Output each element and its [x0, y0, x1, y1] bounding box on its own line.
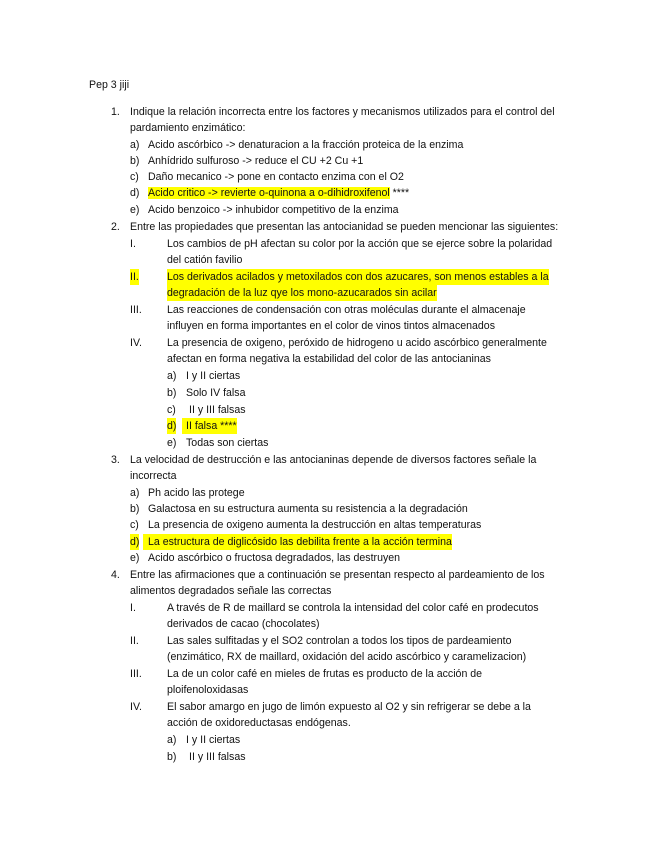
q4-statement-4-cont: acción de oxidoreductasas endógenas. [167, 717, 351, 729]
q4-statement-2-label: II. [130, 635, 139, 647]
question-3-text: La velocidad de destrucción e las antocianinas depende de diversos factores señale la [130, 454, 537, 466]
q2-statement-1-cont: del catión favilio [167, 254, 243, 266]
q2-option-b-label: b) [167, 387, 177, 399]
q1-option-d [148, 185, 409, 201]
q4-option-a-label: a) [167, 734, 177, 746]
q3-option-d: La estructura de diglicósido las debilita frente a la acción termina [143, 534, 452, 550]
q2-statement-4-label: IV. [130, 337, 142, 349]
q2-statement-3: Las reacciones de condensación con otras moléculas durante el almacenaje [167, 304, 526, 316]
q4-statement-3: La de un color café en mieles de frutas es producto de la acción de [167, 668, 483, 680]
q3-option-c: La presencia de oxigeno aumenta la destrucción en altas temperaturas [148, 519, 482, 531]
q4-option-b-label: b) [167, 751, 177, 763]
q1-option-b-label: b) [130, 155, 140, 167]
q1-option-b: Anhídrido sulfuroso -> reduce el CU +2 Cu +1 [148, 155, 364, 167]
q1-option-e-label: e) [130, 204, 140, 216]
q2-option-c-label: c) [167, 404, 176, 416]
q1-option-a: Acido ascórbico -> denaturacion a la fracción proteica de la enzima [148, 139, 464, 151]
q2-statement-1-label: I. [130, 238, 136, 250]
question-4-number: 4. [111, 569, 120, 581]
q2-option-a: I y II ciertas [186, 370, 241, 382]
question-1-number: 1. [111, 106, 120, 118]
q2-statement-4: La presencia de oxigeno, peróxido de hidrogeno u acido ascórbico generalmente [167, 337, 547, 349]
q3-option-c-label: c) [130, 519, 139, 531]
question-2-text: Entre las propiedades que presentan las antocianidad se pueden mencionar las siguientes: [130, 221, 559, 233]
q3-option-a-label: a) [130, 487, 140, 499]
q4-statement-1-label: I. [130, 602, 136, 614]
question-2-number: 2. [111, 221, 120, 233]
q2-option-d: II falsa **** [182, 418, 237, 434]
question-3-text-cont: incorrecta [130, 470, 177, 482]
q4-option-a: I y II ciertas [186, 734, 241, 746]
question-1-text: Indique la relación incorrecta entre los factores y mecanismos utilizados para el control del [130, 106, 555, 118]
q2-option-c: II y III falsas [189, 404, 246, 416]
q1-option-d-stars: **** [389, 187, 410, 199]
q2-statement-4-cont: afectan en forma negativa la estabilidad del color de las antocianinas [167, 353, 491, 365]
q2-statement-1: Los cambios de pH afectan su color por la acción que se ejerce sobre la polaridad [167, 238, 553, 250]
q4-statement-2-cont: (enzimático, RX de maillard, oxidación del acido ascórbico y caramelizacion) [167, 651, 527, 663]
q1-option-e: Acido benzoico -> inhubidor competitivo de la enzima [148, 204, 399, 216]
q3-option-d-label: d) [130, 536, 140, 548]
q2-option-e: Todas son ciertas [186, 437, 269, 449]
q1-option-d-label: d) [130, 187, 140, 199]
q1-option-d-highlight: Acido critico -> revierte o-quinona a o-dihidroxifenol [148, 187, 390, 199]
q1-option-c-label: c) [130, 171, 139, 183]
question-4-text: Entre las afirmaciones que a continuación se presentan respecto al pardeamiento de los [130, 569, 545, 581]
q2-option-e-label: e) [167, 437, 177, 449]
q3-option-e: Acido ascórbico o fructosa degradados, las destruyen [148, 552, 401, 564]
q3-option-b: Galactosa en su estructura aumenta su resistencia a la degradación [148, 503, 468, 515]
q3-option-b-label: b) [130, 503, 140, 515]
q1-option-c: Daño mecanico -> pone en contacto enzima con el O2 [148, 171, 404, 183]
q4-statement-4-label: IV. [130, 701, 142, 713]
document-title: Pep 3 jiji [89, 79, 130, 91]
q2-statement-2-label: II. [130, 271, 139, 283]
q4-statement-4: El sabor amargo en jugo de limón expuesto al O2 y sin refrigerar se debe a la [167, 701, 531, 713]
q4-statement-1-cont: derivados de cacao (chocolates) [167, 618, 320, 630]
q2-option-a-label: a) [167, 370, 177, 382]
q2-statement-3-cont: influyen en forma importantes en el color de vinos tintos almacenados [167, 320, 495, 332]
question-1-text-cont: pardamiento enzimático: [130, 122, 246, 134]
q3-option-a: Ph acido las protege [148, 487, 245, 499]
question-3-number: 3. [111, 454, 120, 466]
q4-option-b: II y III falsas [189, 751, 246, 763]
q3-option-e-label: e) [130, 552, 140, 564]
q2-statement-2-cont: degradación de la luz qye los mono-azucarados sin acilar [167, 287, 437, 299]
q1-option-a-label: a) [130, 139, 140, 151]
q4-statement-3-cont: ploifenoloxidasas [167, 684, 249, 696]
q2-option-d-label: d) [167, 420, 177, 432]
q4-statement-2: Las sales sulfitadas y el SO2 controlan a todos los tipos de pardeamiento [167, 635, 512, 647]
q4-statement-1: A través de R de maillard se controla la intensidad del color café en prodecutos [167, 602, 539, 614]
q2-option-b: Solo IV falsa [186, 387, 246, 399]
q4-statement-3-label: III. [130, 668, 142, 680]
question-4-text-cont: alimentos degradados señale las correctas [130, 585, 332, 597]
q2-statement-3-label: III. [130, 304, 142, 316]
q2-statement-2: Los derivados acilados y metoxilados con dos azucares, son menos estables a la [167, 271, 549, 283]
